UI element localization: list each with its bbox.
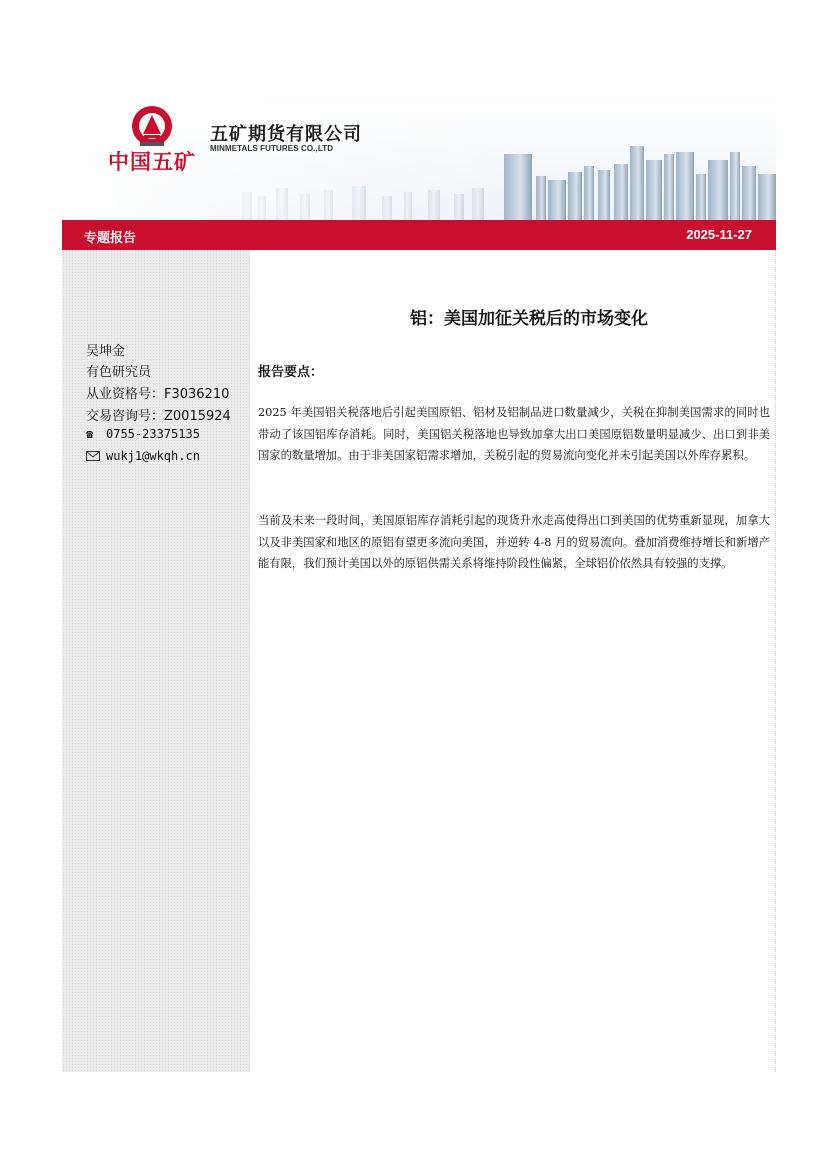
author-sidebar xyxy=(62,250,250,1072)
email-link[interactable]: wukj1@wkqh.cn xyxy=(106,449,200,463)
report-header xyxy=(62,96,776,220)
phone-row xyxy=(86,427,200,441)
report-date: 2025-11-27 xyxy=(686,227,752,242)
author-title: 有色研究员 xyxy=(86,365,152,380)
document-title: 铝：美国加征关税后的市场变化 xyxy=(410,309,648,329)
phone-icon: ☎ xyxy=(86,427,94,441)
summary-paragraph: 当前及未来一段时间，美国原铝库存消耗引起的现货升水走高使得出口到美国的优势重新显现，加拿大以及非美国家和地区的原铝有望更多流向美国，并逆转 4-8 月的贸易流向。叠加消费维持增长和新增产能有限，我们预计美国以外的原铝供需关系将维持阶段性偏紧，全球铝价依然具有较强的支撑。 xyxy=(258,514,770,570)
report-type-label: 专题报告 xyxy=(84,231,137,246)
company-name-en: MINMETALS FUTURES CO.,LTD xyxy=(210,144,334,153)
summary-paragraph: 2025 年美国铝关税落地后引起美国原铝、铝材及铝制品进口数量减少，关税在抑制美国需求的同时也带动了该国铝库存消耗。同时，美国铝关税落地也导致加拿大出口美国原铝数量明显减少、出口到非美国家的数量增加。由于非美国家铝需求增加，关税引起的贸易流向变化并未引起美国以外库存累积。 xyxy=(258,406,770,462)
group-logo-text: 中国五矿 xyxy=(108,150,196,174)
envelope-icon xyxy=(86,449,102,463)
email-row xyxy=(86,449,200,463)
summary-heading: 报告要点： xyxy=(258,365,324,380)
author-name: 吴坤金 xyxy=(86,344,126,359)
phone-number: 0755-23375135 xyxy=(106,427,200,441)
page-right-border xyxy=(775,250,776,1072)
consult-number: 交易咨询号：Z0015924 xyxy=(86,409,231,424)
license-number: 从业资格号：F3036210 xyxy=(86,387,230,402)
company-name-cn: 五矿期货有限公司 xyxy=(210,124,362,145)
minmetals-emblem-icon xyxy=(130,104,174,150)
report-type-bar xyxy=(62,220,776,250)
